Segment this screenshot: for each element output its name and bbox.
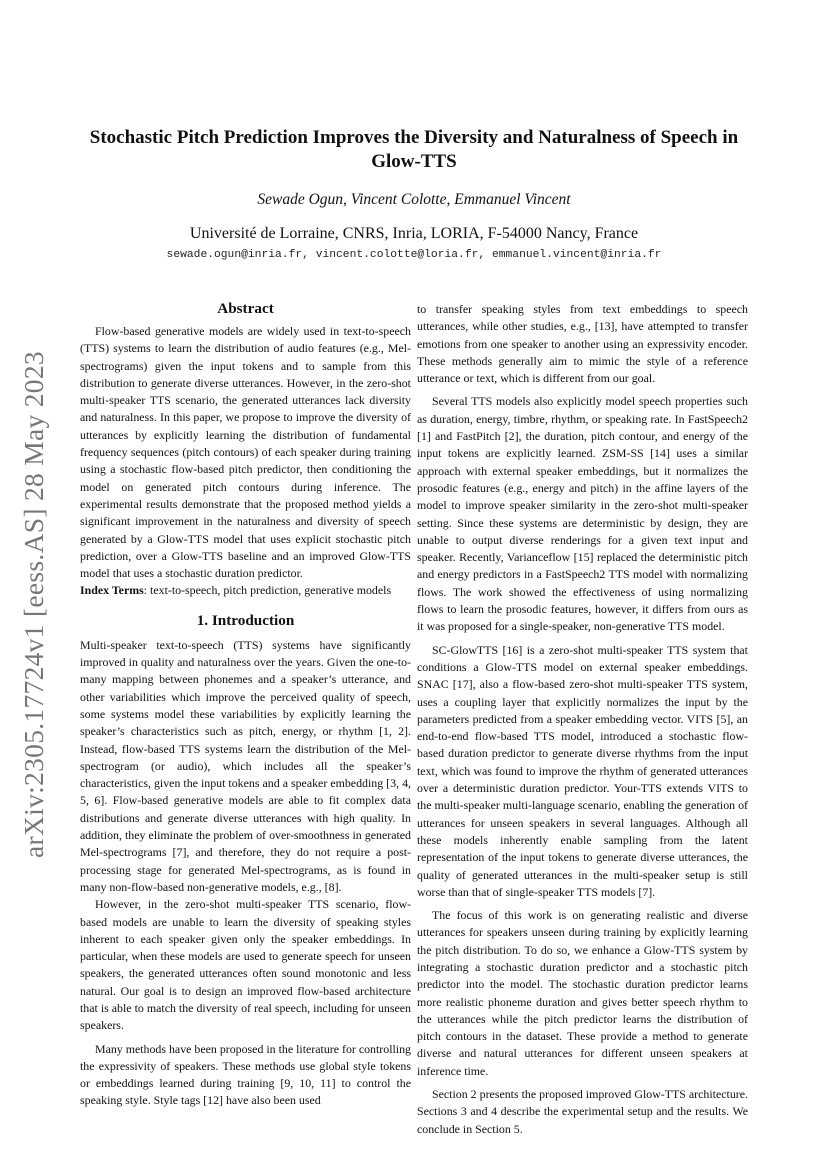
intro-paragraph: Multi-speaker text-to-speech (TTS) systems have significantly improved in quality and naturalness over the years. Given the one-to-many mapping between phonemes and a speaker’s utterance, and other variabilities which improve the perceived quality of speech, some systems model these variabilities by explicitly learning the speaker’s characteristics such as pitch, energy, or rhythm [1, 2]. Instead, flow-based TTS systems learn the distribution of the Mel-spectrogram (or audio), which includes all the speaker’s characteristics, given the input tokens and a speaker embedding [3, 4, 5, 6]. Flow-based generative models are able to fit complex data distributions and generate diverse utterances with high quality. In addition, they eliminate the problem of over-smoothness in generated Mel-spectrograms [7], and therefore, they do not require a post-processing stage for generated Mel-spectrograms, as is found in many non-flow-based non-generative models, e.g., [8]. [80,637,411,894]
left-column [80,298,411,1110]
index-terms-text: : text-to-speech, pitch prediction, generative models [143,583,392,598]
intro-paragraph: SC-GlowTTS [16] is a zero-shot multi-speaker TTS system that conditions a Glow-TTS model on external speaker embeddings. SNAC [17], also a flow-based zero-shot multi-speaker TTS system, uses a coupling layer that explicitly normalizes the input by the parameters predicted from a speaker embedding vector. VITS [5], an end-to-end flow-based TTS model, introduced a stochastic flow-based duration predictor to generate diverse rhythms from the input text, which was found to improve the rhythm of generated utterances over a deterministic duration predictor. Your-TTS extends VITS to the multi-speaker multi-language scenario, enabling the generation of utterances for unseen speakers in several languages. Although all these models inherently enable sampling from the latent representation of the input tokens to generate diverse utterances, the quality of generated utterances in the multi-speaker setup is still worse than that of single-speaker TTS models [7]. [417,642,748,899]
introduction-heading: 1. Introduction [196,611,295,629]
index-terms [80,582,411,599]
paper-authors: Sewade Ogun, Vincent Colotte, Emmanuel Vincent [257,191,571,208]
author-emails: sewade.ogun@inria.fr, vincent.colotte@loria.fr, emmanuel.vincent@inria.fr [166,249,662,261]
abstract-heading: Abstract [217,300,274,317]
abstract-text: Flow-based generative models are widely used in text-to-speech (TTS) systems to learn the distribution of audio features (e.g., Mel-spectrograms) given the input tokens and to sample from this distribution to generate diverse utterances. However, in the zero-shot multi-speaker TTS scenario, the generated utterances lack diversity and naturalness. In this paper, we propose to improve the diversity of utterances by explicitly learning the distribution of fundamental frequency sequences (pitch contours) of each speaker during training using a stochastic flow-based pitch predictor, then conditioning the model on generated pitch contours during inference. The experimental results demonstrate that the proposed method yields a significant improvement in the naturalness and diversity of speech generated by a Glow-TTS model that uses explicit stochastic pitch prediction, over a Glow-TTS baseline and an improved Glow-TTS model that uses a stochastic duration predictor. [80,324,411,581]
intro-paragraph: The focus of this work is on generating realistic and diverse utterances for speakers unseen during training by explicitly learning the pitch distribution. To do so, we enhance a Glow-TTS system by integrating a stochastic duration predictor and a stochastic pitch predictor into the model. The stochastic duration predictor learns more realistic phoneme duration and gives better speech rhythm to the utterances while the pitch predictor learns the distribution of pitch contours in the dataset. These provide a method to generate diverse and natural utterances for different unseen speakers at inference time. [417,908,748,1078]
paper-affiliation: Université de Lorraine, CNRS, Inria, LORIA, F-54000 Nancy, France [189,225,639,242]
paper-title: Stochastic Pitch Prediction Improves the Diversity and Naturalness of Speech in Glow-TTS [89,127,739,172]
intro-paragraph: Several TTS models also explicitly model speech properties such as duration, energy, timbre, rhythm, or speaking rate. In FastSpeech2 [1] and FastPitch [2], the duration, pitch contour, and energy of the input tokens are explicitly learned. ZSM-SS [14] uses a similar approach with external speaker embeddings, but it normalizes the prosodic features (e.g., energy and pitch) in the affine layers of the model to improve speaker similarity in the zero-shot multi-speaker setting. Since these systems are deterministic by design, they are unable to output diverse renderings for a given text input and speaker. Recently, Varianceflow [15] replaced the deterministic pitch and energy predictors in a FastSpeech2 TTS model with normalizing flows. The work showed the effectiveness of using normalizing flows to learn the prosodic features, however, it differs from ours as it was proposed for a single-speaker, non-generative TTS model. [417,394,748,634]
intro-paragraph: to transfer speaking styles from text embeddings to speech utterances, while other studies, e.g., [13], have attempted to transfer emotions from one speaker to another using an expressivity encoder. These methods generally aim to mimic the style of a reference utterance or text, which is different from our goal. [417,302,748,386]
index-terms-label: Index Terms [80,583,144,598]
intro-paragraph: Section 2 presents the proposed improved Glow-TTS architecture. Sections 3 and 4 describe the experimental setup and the results. We conclude in Section 5. [417,1087,748,1136]
intro-paragraph: Many methods have been proposed in the literature for controlling the expressivity of speakers. These methods use global style tokens or embeddings learned during training [9, 10, 11] to control the speaking style. Style tags [12] have also been used [80,1041,412,1108]
intro-paragraph: However, in the zero-shot multi-speaker TTS scenario, flow-based models are unable to learn the diversity of speaking styles inherent to each speaker given only the speaker embeddings. In particular, when these models are used to generate speech for unseen speakers, the generated utterances often sound monotonic and less natural. Our goal is to design an improved flow-based architecture that is able to match the diversity of real speech, including for unseen speakers. [80,897,411,1033]
arxiv-identifier: arXiv:2305.17724v1 [eess.AS] 28 May 2023 [18,351,49,859]
right-column [417,301,748,1138]
